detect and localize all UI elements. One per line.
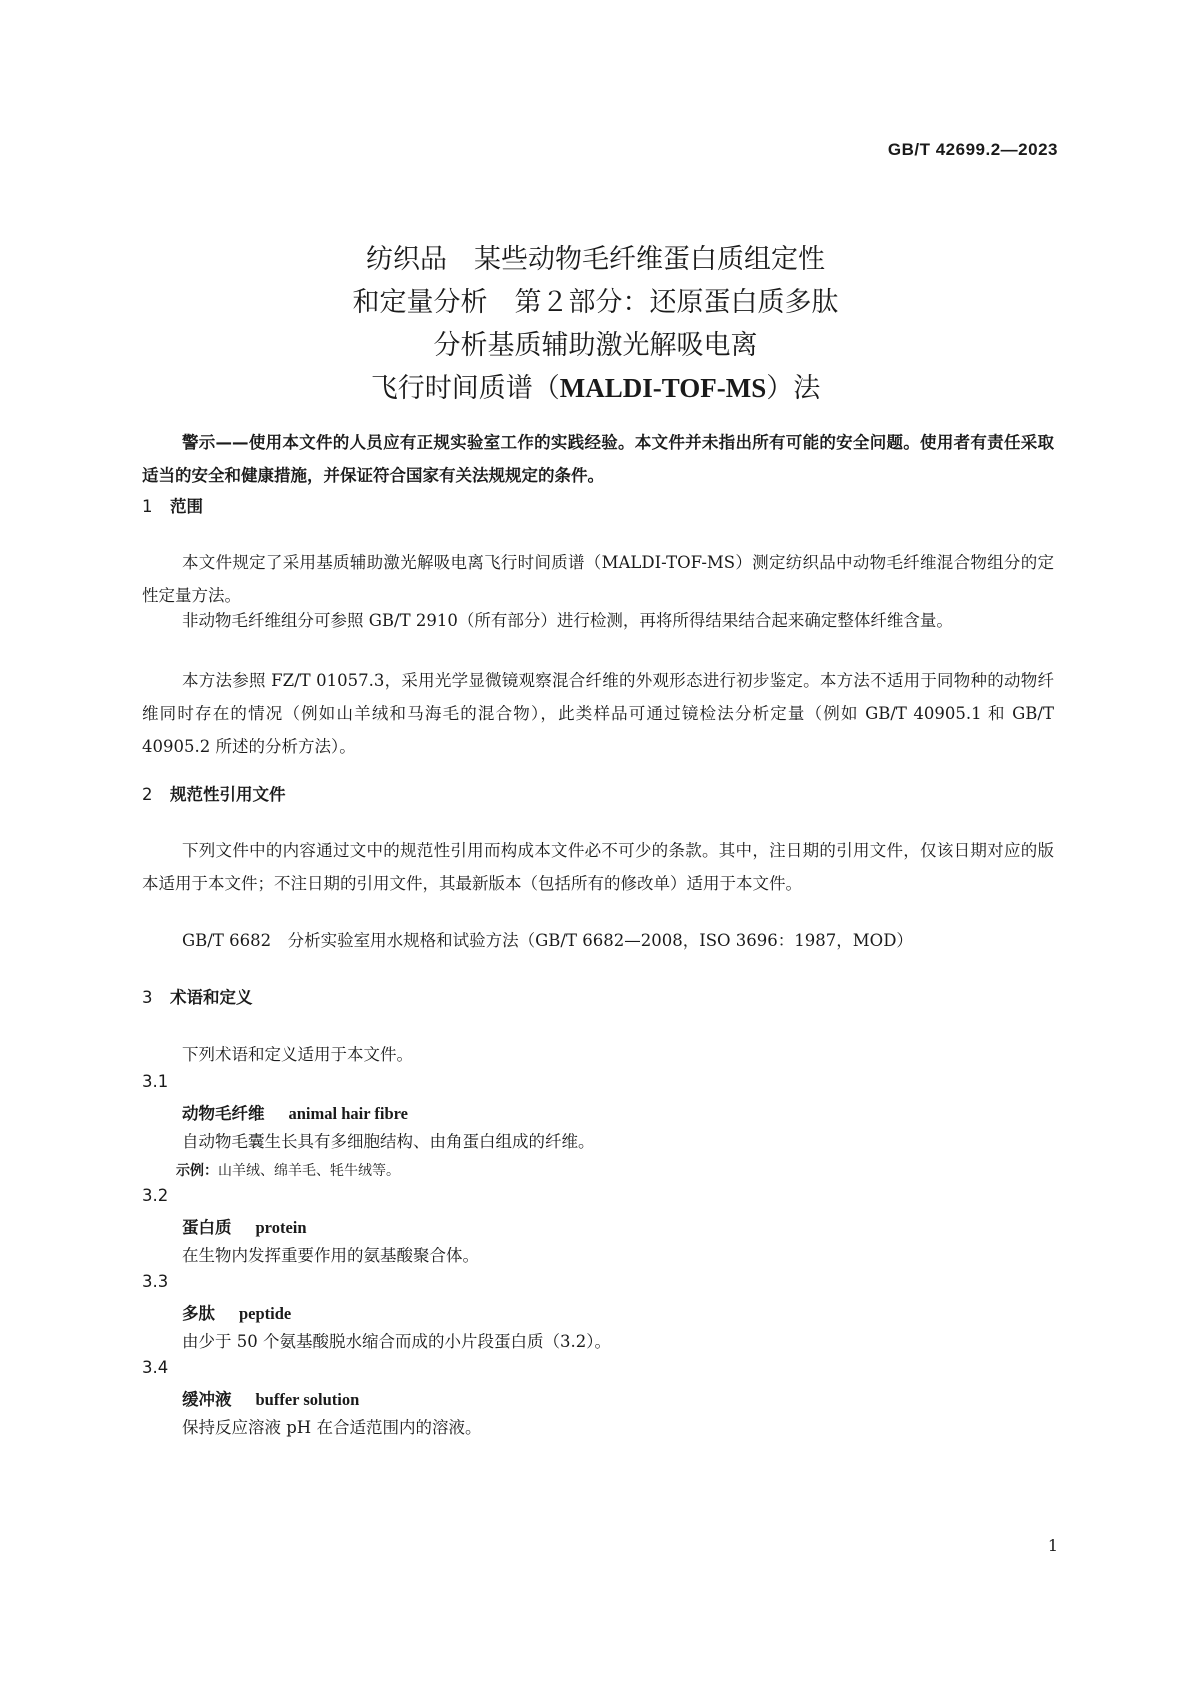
section-3-heading — [142, 984, 253, 1008]
section-3-paragraph-1: 下列术语和定义适用于本文件。 — [182, 1045, 413, 1064]
section-1-paragraph-2: 非动物毛纤维组分可参照 GB/T 2910（所有部分）进行检测，再将所得结果结合起来确定整体纤维含量。 — [182, 611, 953, 630]
term-definition: 在生物内发挥重要作用的氨基酸聚合体。 — [182, 1246, 479, 1265]
term-number: 3.4 — [142, 1358, 169, 1377]
section-number: 1 — [142, 497, 153, 516]
term-name — [182, 1214, 307, 1238]
term-definition: 由少于 50 个氨基酸脱水缩合而成的小片段蛋白质（3.2）。 — [182, 1332, 611, 1351]
term-number: 3.2 — [142, 1186, 169, 1205]
title-line-4-suffix: ）法 — [766, 373, 821, 404]
term-number: 3.1 — [142, 1072, 169, 1091]
title-line-2: 和定量分析 第２部分：还原蛋白质多肽 — [352, 287, 839, 318]
section-number: 2 — [142, 785, 153, 804]
title-line-4-latin: MALDI-TOF-MS — [559, 373, 767, 403]
section-title: 术语和定义 — [170, 988, 253, 1007]
section-2-heading — [142, 781, 286, 805]
section-1-paragraph-1: 本文件规定了采用基质辅助激光解吸电离飞行时间质谱（MALDI-TOF-MS）测定纺织品中动物毛纤维混合物组分的定性定量方法。 — [142, 553, 1054, 605]
term-number: 3.3 — [142, 1272, 169, 1291]
term-name-en: protein — [255, 1218, 307, 1237]
standard-number: GB/T 42699.2—2023 — [887, 140, 1058, 159]
term-name-en: buffer solution — [255, 1390, 360, 1409]
section-title: 范围 — [170, 497, 203, 516]
section-number: 3 — [142, 988, 153, 1007]
title-line-4 — [0, 367, 1191, 410]
page-number: 1 — [1047, 1536, 1058, 1555]
term-name — [182, 1100, 408, 1124]
term-example — [176, 1160, 400, 1180]
term-name-zh: 多肽 — [182, 1304, 215, 1323]
term-name-zh: 蛋白质 — [182, 1218, 232, 1237]
title-line-1: 纺织品 某些动物毛纤维蛋白质组定性 — [366, 244, 825, 275]
term-name-en: animal hair fibre — [288, 1104, 408, 1123]
section-2-paragraph-1: 下列文件中的内容通过文中的规范性引用而构成本文件必不可少的条款。其中，注日期的引用文件，仅该日期对应的版本适用于本文件；不注日期的引用文件，其最新版本（包括所有的修改单）适用于本文件。 — [142, 841, 1054, 893]
section-title: 规范性引用文件 — [170, 785, 286, 804]
example-label: 示例： — [176, 1163, 218, 1179]
term-name — [182, 1386, 359, 1410]
example-text: 山羊绒、绵羊毛、牦牛绒等。 — [218, 1163, 400, 1179]
term-name-zh: 动物毛纤维 — [182, 1104, 265, 1123]
title-line-4-prefix: 飞行时间质谱（ — [370, 373, 560, 404]
title-line-3: 分析基质辅助激光解吸电离 — [433, 330, 758, 361]
safety-warning: 警示——使用本文件的人员应有正规实验室工作的实践经验。本文件并未指出所有可能的安全问题。使用者有责任采取适当的安全和健康措施，并保证符合国家有关法规规定的条件。 — [142, 433, 1054, 485]
term-definition: 保持反应溶液 pH 在合适范围内的溶液。 — [182, 1418, 482, 1437]
normative-reference-item: GB/T 6682 分析实验室用水规格和试验方法（GB/T 6682—2008，ISO 3696：1987，MOD） — [182, 931, 913, 950]
term-name-zh: 缓冲液 — [182, 1390, 232, 1409]
section-1-heading — [142, 493, 203, 517]
section-1-paragraph-3: 本方法参照 FZ/T 01057.3，采用光学显微镜观察混合纤维的外观形态进行初步鉴定。本方法不适用于同物种的动物纤维同时存在的情况（例如山羊绒和马海毛的混合物），此类样品可通过镜检法分析定量（例如 GB/T 40905.1 和 GB/T 40905.2 所述的分析方法）。 — [142, 671, 1054, 756]
document-title — [0, 238, 1191, 410]
term-definition: 自动物毛囊生长具有多细胞结构、由角蛋白组成的纤维。 — [182, 1132, 595, 1151]
term-name — [182, 1300, 291, 1324]
term-name-en: peptide — [239, 1304, 292, 1323]
